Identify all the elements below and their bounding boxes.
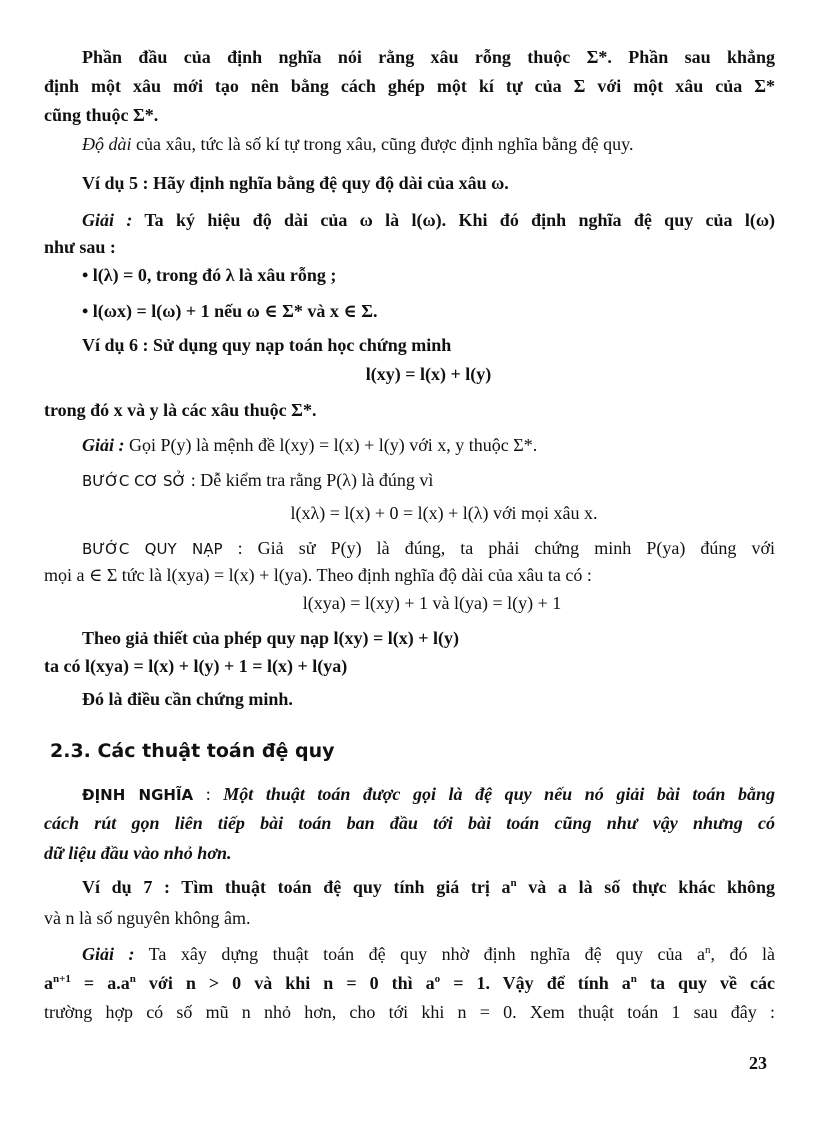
text-line: và n là số nguyên không âm.: [44, 908, 251, 928]
inductive-step-label: BƯỚC QUY NẠP: [82, 540, 223, 558]
text-line: [82, 434, 537, 456]
text-segment: Ta xây dựng thuật toán đệ quy nhờ định nghĩa đệ quy của a: [134, 944, 706, 964]
text-segment: : Giả sử P(y) là đúng, ta phải chứng minh P(ya) đúng với: [222, 538, 775, 558]
text-segment: , đó là: [710, 944, 775, 964]
text-line: [82, 133, 634, 155]
superscript: n: [705, 944, 711, 956]
text-segment: a: [44, 973, 53, 993]
superscript: n+1: [53, 973, 71, 985]
text-segment: : Dễ kiểm tra rằng P(λ) là đúng vì: [186, 470, 434, 490]
text-line: Phần đầu của định nghĩa nói rằng xâu rỗng thuộc Σ*. Phần sau khẳng: [82, 47, 775, 67]
text-segment: của xâu, tức là số kí tự trong xâu, cũng được định nghĩa bằng đệ quy.: [131, 134, 634, 154]
formula: l(xya) = l(xy) + 1 và l(ya) = l(y) + 1: [302, 593, 562, 613]
base-step-label: BƯỚC CƠ SỞ: [82, 472, 187, 490]
superscript: n: [510, 877, 517, 889]
formula: l(xλ) = l(x) + 0 = l(x) + l(λ) với mọi xâu x.: [290, 503, 598, 523]
text-line: định một xâu mới tạo nên bằng cách ghép một kí tự của Σ với một xâu của Σ*: [44, 76, 775, 96]
text-line: [44, 972, 775, 994]
solution-label: Giải :: [82, 210, 133, 230]
text-line: như sau :: [44, 237, 116, 257]
bullet-item: • l(λ) = 0, trong đó λ là xâu rỗng ;: [82, 265, 337, 285]
text-line: [82, 209, 775, 231]
superscript: o: [434, 973, 441, 985]
text-segment: với n > 0 và khi n = 0 thì a: [135, 973, 435, 993]
superscript: n: [129, 973, 136, 985]
definition-label: ĐỊNH NGHĨA: [82, 786, 194, 804]
text-line: cũng thuộc Σ*.: [44, 105, 159, 125]
term-do-dai: Độ dài: [82, 134, 132, 154]
text-segment: Ví dụ 7 : Tìm thuật toán đệ quy tính giá trị a: [82, 877, 511, 897]
text-segment: = 1. Vậy để tính a: [440, 973, 631, 993]
solution-label: Giải :: [82, 435, 125, 455]
example-6-heading: Ví dụ 6 : Sử dụng quy nạp toán học chứng minh: [82, 335, 452, 355]
superscript: n: [630, 973, 637, 985]
text-segment: Một thuật toán được gọi là đệ quy nếu nó giải bài toán bằng: [223, 784, 776, 804]
text-segment: ta quy về các: [636, 973, 776, 993]
definition-line: [82, 783, 775, 806]
page-number: 23: [749, 1053, 767, 1073]
text-segment: Gọi P(y) là mệnh đề l(xy) = l(x) + l(y) với x, y thuộc Σ*.: [124, 435, 538, 455]
definition-line: dữ liệu đầu vào nhỏ hơn.: [44, 843, 232, 863]
text-line: ta có l(xya) = l(x) + l(y) + 1 = l(x) + l(ya): [44, 656, 348, 676]
definition-line: cách rút gọn liên tiếp bài toán ban đầu tới bài toán cũng như vậy nhưng có: [44, 813, 775, 833]
text-line: mọi a ∈ Σ tức là l(xya) = l(x) + l(ya). Theo định nghĩa độ dài của xâu ta có :: [44, 565, 592, 585]
text-line: trong đó x và y là các xâu thuộc Σ*.: [44, 400, 317, 420]
example-5-heading: Ví dụ 5 : Hãy định nghĩa bằng đệ quy độ dài của xâu ω.: [82, 173, 509, 193]
section-heading: 2.3. Các thuật toán đệ quy: [50, 740, 335, 762]
text-line: Đó là điều cần chứng minh.: [82, 689, 293, 709]
text-line: [82, 943, 775, 965]
text-line: [82, 537, 775, 560]
text-line: trường hợp có số mũ n nhỏ hơn, cho tới khi n = 0. Xem thuật toán 1 sau đây :: [44, 1002, 775, 1022]
text-segment: :: [193, 784, 224, 804]
example-7-heading: [82, 876, 775, 898]
solution-label: Giải :: [82, 944, 135, 964]
text-segment: và a là số thực khác không: [516, 877, 775, 897]
text-segment: Ta ký hiệu độ dài của ω là l(ω). Khi đó định nghĩa đệ quy của l(ω): [132, 210, 776, 230]
formula: l(xy) = l(x) + l(y): [365, 364, 492, 384]
text-line: [82, 469, 433, 492]
text-segment: = a.a: [70, 973, 130, 993]
text-line: Theo giả thiết của phép quy nạp l(xy) = l(x) + l(y): [82, 628, 460, 648]
bullet-item: • l(ωx) = l(ω) + 1 nếu ω ∈ Σ* và x ∈ Σ.: [82, 301, 378, 321]
